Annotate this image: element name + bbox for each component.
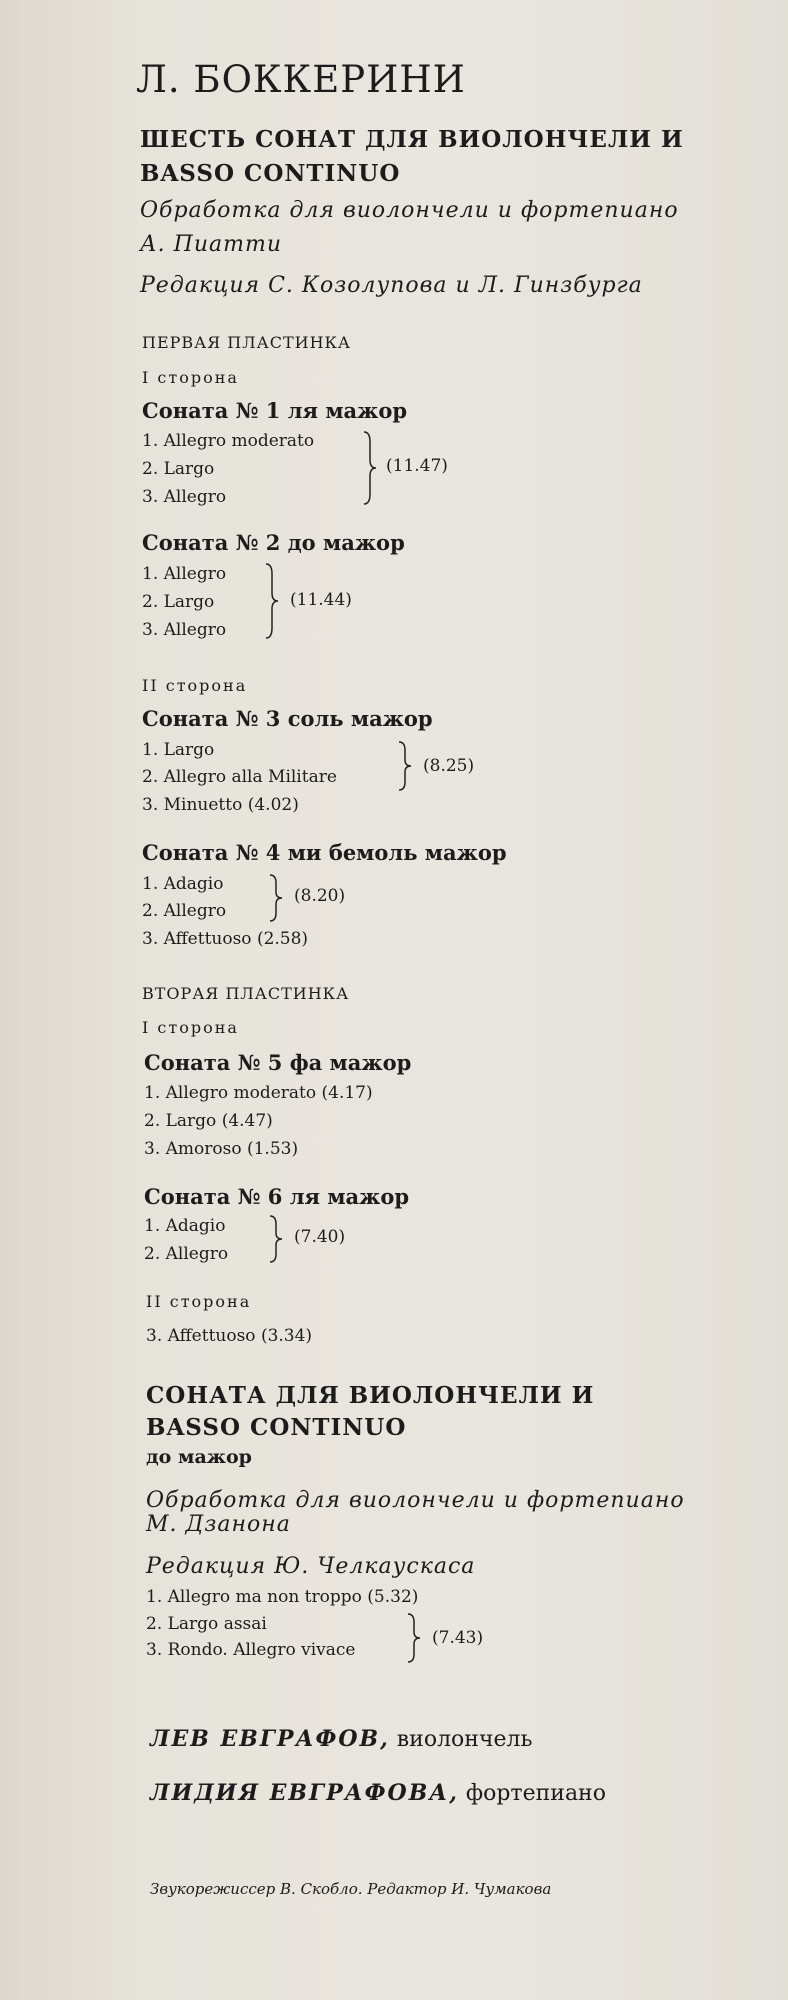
sonata2-movement1: 1. Allegro	[142, 564, 227, 584]
sonata3-duration: (8.25)	[423, 756, 475, 776]
disc2-label: ВТОРАЯ ПЛАСТИНКА	[142, 984, 350, 1003]
disc2-side2-label: II сторона	[146, 1292, 252, 1311]
performer-cellist	[150, 1726, 532, 1752]
work1-edition: Редакция С. Козолупова и Л. Гинзбурга	[140, 273, 643, 298]
work2-arrangement-line1: Обработка для виолончели и фортепиано	[146, 1488, 685, 1513]
sonata5-movement3: 3. Amoroso (1.53)	[144, 1139, 299, 1159]
performer-cellist-name: ЛЕВ ЕВГРАФОВ,	[150, 1726, 390, 1752]
work2-title-line1: СОНАТА ДЛЯ ВИОЛОНЧЕЛИ И	[146, 1382, 595, 1409]
sonata2-duration: (11.44)	[290, 590, 352, 610]
disc1-side2-label: II сторона	[142, 676, 248, 695]
sonata6-movement2: 2. Allegro	[144, 1244, 229, 1264]
work2-movement3: 3. Rondo. Allegro vivace	[146, 1640, 356, 1660]
sonata6-title: Соната № 6 ля мажор	[144, 1184, 410, 1209]
sonata2-movement3: 3. Allegro	[142, 620, 227, 640]
sonata2-brace	[264, 562, 280, 640]
sonata5-movement1: 1. Allegro moderato (4.17)	[144, 1083, 373, 1103]
sonata4-brace	[268, 873, 284, 923]
composer-name: Л. БОККЕРИНИ	[136, 58, 466, 101]
affettuoso-track: 3. Affettuoso (3.34)	[146, 1326, 313, 1346]
sonata5-title: Соната № 5 фа мажор	[144, 1050, 412, 1075]
work2-brace	[406, 1612, 422, 1664]
disc2-side1-label: I сторона	[142, 1018, 239, 1037]
work2-movement1: 1. Allegro ma non troppo (5.32)	[146, 1587, 419, 1607]
sonata6-duration: (7.40)	[294, 1227, 346, 1247]
work2-title-line2: BASSO CONTINUO	[146, 1414, 407, 1441]
sonata1-movement1: 1. Allegro moderato	[142, 431, 315, 451]
work2-movement2: 2. Largo assai	[146, 1614, 267, 1634]
work1-arrangement-line2: А. Пиатти	[140, 232, 283, 257]
sonata1-title: Соната № 1 ля мажор	[142, 398, 408, 423]
sonata1-brace	[362, 430, 378, 506]
work1-title-line1: ШЕСТЬ СОНАТ ДЛЯ ВИОЛОНЧЕЛИ И	[140, 126, 684, 153]
work2-edition: Редакция Ю. Челкаускаса	[146, 1554, 476, 1579]
sonata2-movement2: 2. Largo	[142, 592, 215, 612]
work1-title-line2: BASSO CONTINUO	[140, 160, 401, 187]
work2-key: до мажор	[146, 1446, 252, 1468]
sonata4-movement1: 1. Adagio	[142, 874, 224, 894]
sonata3-brace	[397, 740, 413, 792]
sonata1-movement2: 2. Largo	[142, 459, 215, 479]
sonata4-movement2: 2. Allegro	[142, 901, 227, 921]
sonata3-movement1: 1. Largo	[142, 740, 215, 760]
work2-arrangement-line2: М. Дзанона	[146, 1512, 291, 1537]
sonata2-title: Соната № 2 до мажор	[142, 530, 405, 555]
credits-line: Звукорежиссер В. Скобло. Редактор И. Чумакова	[150, 1880, 552, 1898]
sonata4-title: Соната № 4 ми бемоль мажор	[142, 840, 507, 865]
sonata5-movement2: 2. Largo (4.47)	[144, 1111, 273, 1131]
sonata3-title: Соната № 3 соль мажор	[142, 706, 433, 731]
work2-duration: (7.43)	[432, 1628, 484, 1648]
sonata4-duration: (8.20)	[294, 886, 346, 906]
sonata4-movement3: 3. Affettuoso (2.58)	[142, 929, 309, 949]
disc1-label: ПЕРВАЯ ПЛАСТИНКА	[142, 333, 352, 352]
sonata6-movement1: 1. Adagio	[144, 1216, 226, 1236]
disc1-side1-label: I сторона	[142, 368, 239, 387]
performer-pianist	[150, 1780, 606, 1806]
sonata1-duration: (11.47)	[386, 456, 448, 476]
sonata6-brace	[268, 1214, 284, 1264]
sonata3-movement3: 3. Minuetto (4.02)	[142, 795, 299, 815]
performer-pianist-name: ЛИДИЯ ЕВГРАФОВА,	[150, 1780, 459, 1806]
performer-cellist-instrument: виолончель	[396, 1727, 533, 1752]
sonata1-movement3: 3. Allegro	[142, 487, 227, 507]
performer-pianist-instrument: фортепиано	[465, 1781, 606, 1806]
sonata3-movement2: 2. Allegro alla Militare	[142, 767, 337, 787]
work1-arrangement-line1: Обработка для виолончели и фортепиано	[140, 198, 679, 223]
